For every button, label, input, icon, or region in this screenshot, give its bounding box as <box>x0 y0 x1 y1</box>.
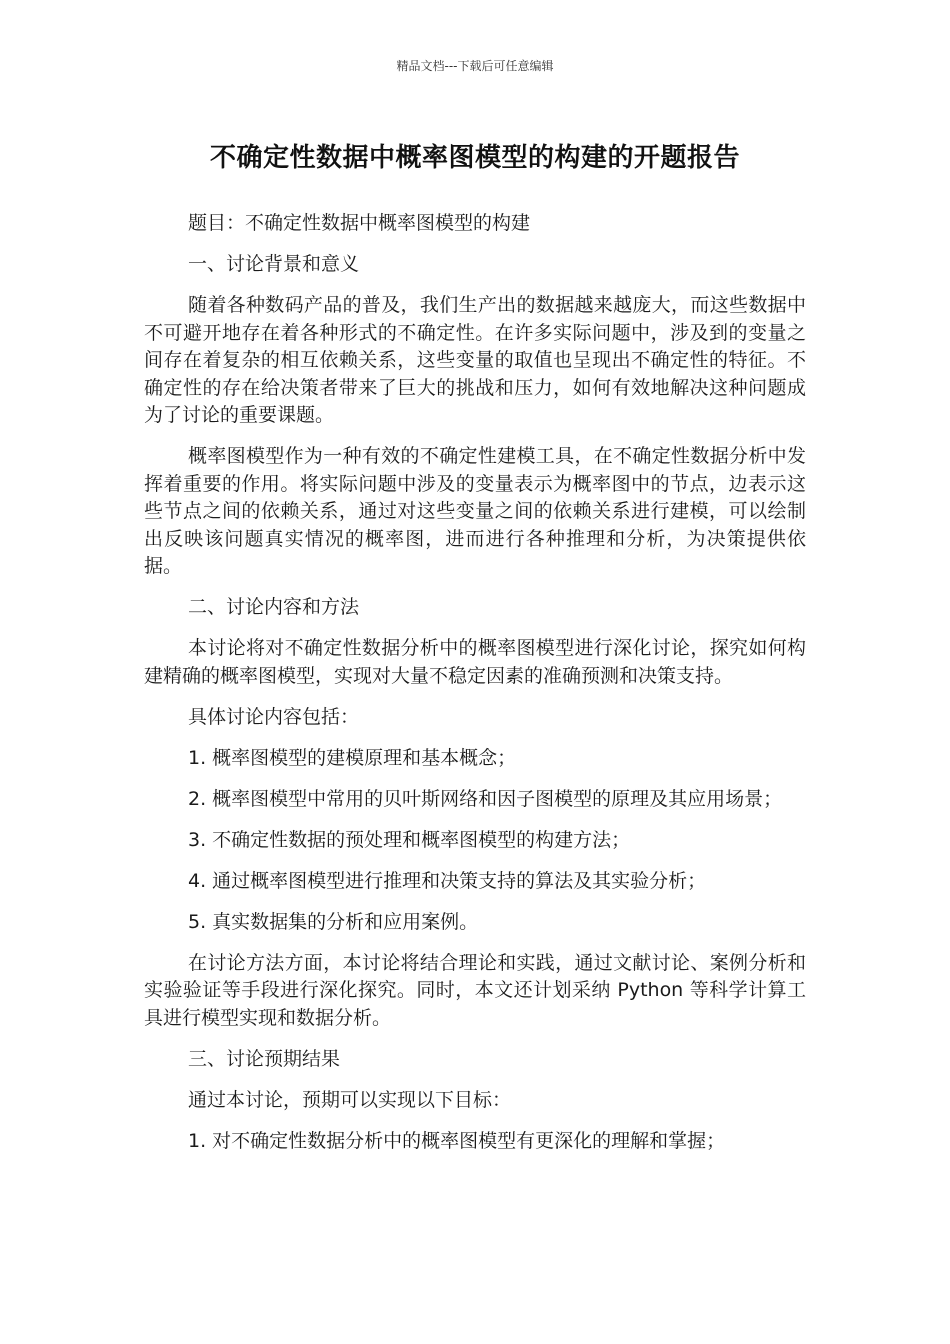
section-heading-background: 一、讨论背景和意义 <box>188 253 360 275</box>
list-item: 2. 概率图模型中常用的贝叶斯网络和因子图模型的原理及其应用场景； <box>188 787 783 810</box>
paragraph-background-1: 随着各种数码产品的普及，我们生产出的数据越来越庞大，而这些数据中不可避开地存在着各种形式的不确定性。在许多实际问题中，涉及到的变量之间存在着复杂的相互依赖关系，这些变量的取值也呈现出不确定性的特征。不确定性的存在给决策者带来了巨大的挑战和压力，如何有效地解决这种问题成为了讨论的重要课题。 <box>144 294 806 426</box>
list-item: 4. 通过概率图模型进行推理和决策支持的算法及其实验分析； <box>188 869 707 892</box>
document-body <box>144 210 806 1169</box>
list-item: 3. 不确定性数据的预处理和概率图模型的构建方法； <box>188 828 631 851</box>
paragraph-background-2: 概率图模型作为一种有效的不确定性建模工具，在不确定性数据分析中发挥着重要的作用。将实际问题中涉及的变量表示为概率图中的节点，边表示这些节点之间的依赖关系，通过对这些变量之间的依赖关系进行建模，可以绘制出反映该问题真实情况的概率图，进而进行各种推理和分析，为决策提供依据。 <box>144 445 806 577</box>
document-title: 不确定性数据中概率图模型的构建的开题报告 <box>209 143 740 173</box>
topic-line: 题目：不确定性数据中概率图模型的构建 <box>188 212 531 234</box>
paragraph-content-intro: 本讨论将对不确定性数据分析中的概率图模型进行深化讨论，探究如何构建精确的概率图模型，实现对大量不稳定因素的准确预测和决策支持。 <box>144 637 806 687</box>
list-item: 5. 真实数据集的分析和应用案例。 <box>188 910 479 933</box>
header-note: 精品文档---下载后可任意编辑 <box>396 59 554 73</box>
list-item: 1. 概率图模型的建模原理和基本概念； <box>188 746 517 769</box>
section-heading-content-method: 二、讨论内容和方法 <box>188 596 360 618</box>
list-item: 1. 对不确定性数据分析中的概率图模型有更深化的理解和掌握； <box>188 1129 726 1152</box>
paragraph-results-intro: 通过本讨论，预期可以实现以下目标： <box>188 1088 512 1111</box>
section-heading-expected-results: 三、讨论预期结果 <box>188 1047 341 1070</box>
paragraph-method: 在讨论方法方面，本讨论将结合理论和实践，通过文献讨论、案例分析和实验验证等手段进行深化探究。同时，本文还计划采纳 Python 等科学计算工具进行模型实现和数据分析。 <box>144 951 806 1029</box>
paragraph-content-list-intro: 具体讨论内容包括： <box>188 705 360 728</box>
